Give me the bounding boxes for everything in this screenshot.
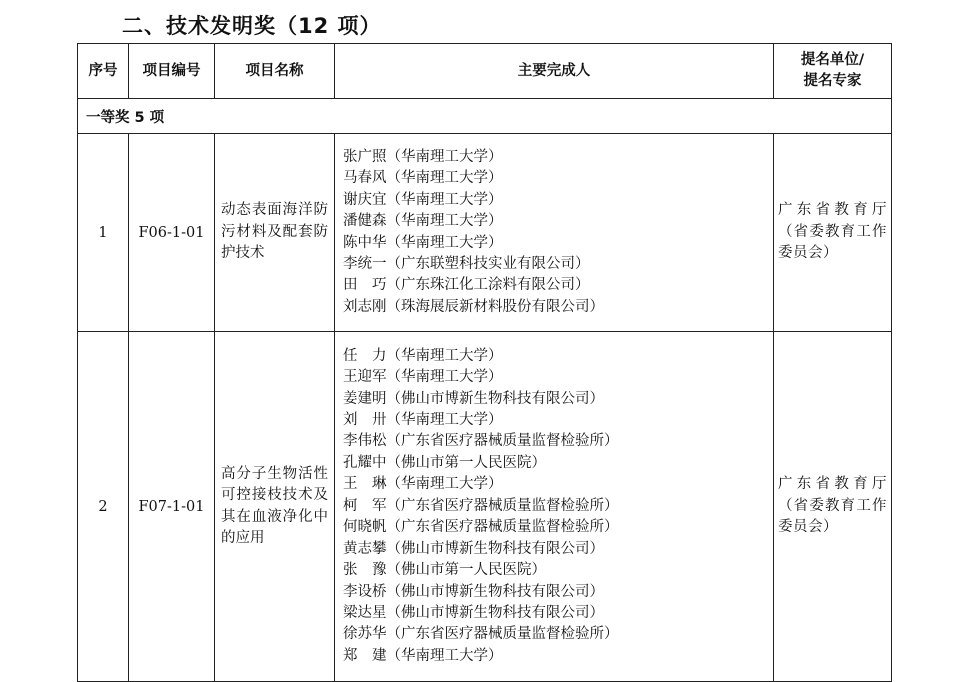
row-nominator: 广东省教育厅（省委教育工作委员会） bbox=[774, 134, 892, 332]
person-item: 李设桥（佛山市博新生物科技有限公司） bbox=[343, 583, 604, 600]
tier-row bbox=[78, 99, 892, 134]
person-item: 王 琳（华南理工大学） bbox=[343, 476, 503, 493]
person-item: 姜建明（佛山市博新生物科技有限公司） bbox=[343, 390, 604, 407]
person-item: 李伟松（广东省医疗器械质量监督检验所） bbox=[343, 433, 619, 450]
row-code: F07-1-01 bbox=[129, 332, 215, 682]
row-seq: 2 bbox=[78, 332, 129, 682]
row-project-name: 动态表面海洋防污材料及配套防护技术 bbox=[215, 134, 335, 332]
person-item: 潘健森（华南理工大学） bbox=[343, 213, 503, 230]
row-people bbox=[335, 134, 774, 332]
person-item: 王迎军（华南理工大学） bbox=[343, 369, 503, 386]
person-item: 谢庆宜（华南理工大学） bbox=[343, 191, 503, 208]
tier-label: 一等奖 5 项 bbox=[78, 99, 892, 134]
person-item: 何晓帆（广东省医疗器械质量监督检验所） bbox=[343, 519, 619, 536]
row-project-name: 高分子生物活性可控接枝技术及其在血液净化中的应用 bbox=[215, 332, 335, 682]
person-item: 张广照（华南理工大学） bbox=[343, 148, 503, 165]
header-name: 项目名称 bbox=[215, 44, 335, 99]
person-item: 徐苏华（广东省医疗器械质量监督检验所） bbox=[343, 626, 619, 643]
person-item: 马春风（华南理工大学） bbox=[343, 170, 503, 187]
section-title: 二、技术发明奖（12 项） bbox=[122, 14, 382, 38]
row-code: F06-1-01 bbox=[129, 134, 215, 332]
header-nominator bbox=[774, 44, 892, 99]
header-row bbox=[78, 44, 892, 99]
person-item: 孔耀中（佛山市第一人民医院） bbox=[343, 454, 546, 471]
header-people: 主要完成人 bbox=[335, 44, 774, 99]
table-row bbox=[78, 332, 892, 682]
awards-table bbox=[77, 43, 892, 682]
row-seq: 1 bbox=[78, 134, 129, 332]
person-item: 郑 建（华南理工大学） bbox=[343, 647, 503, 664]
row-people bbox=[335, 332, 774, 682]
header-nominator-line2: 提名专家 bbox=[803, 73, 862, 89]
header-seq: 序号 bbox=[78, 44, 129, 99]
person-item: 任 力（华南理工大学） bbox=[343, 347, 503, 364]
person-item: 刘志刚（珠海展辰新材料股份有限公司） bbox=[343, 298, 604, 315]
person-item: 黄志攀（佛山市博新生物科技有限公司） bbox=[343, 540, 604, 557]
header-nominator-line1: 提名单位/ bbox=[800, 52, 865, 68]
person-item: 陈中华（华南理工大学） bbox=[343, 234, 503, 251]
table-row bbox=[78, 134, 892, 332]
row-nominator: 广东省教育厅（省委教育工作委员会） bbox=[774, 332, 892, 682]
person-item: 张 豫（佛山市第一人民医院） bbox=[343, 562, 546, 579]
person-item: 田 巧（广东珠江化工涂料有限公司） bbox=[343, 277, 590, 294]
header-code: 项目编号 bbox=[129, 44, 215, 99]
person-item: 李统一（广东联塑科技实业有限公司） bbox=[343, 255, 590, 272]
person-item: 梁达星（佛山市博新生物科技有限公司） bbox=[343, 604, 604, 621]
person-item: 柯 军（广东省医疗器械质量监督检验所） bbox=[343, 497, 619, 514]
person-item: 刘 卅（华南理工大学） bbox=[343, 412, 503, 429]
